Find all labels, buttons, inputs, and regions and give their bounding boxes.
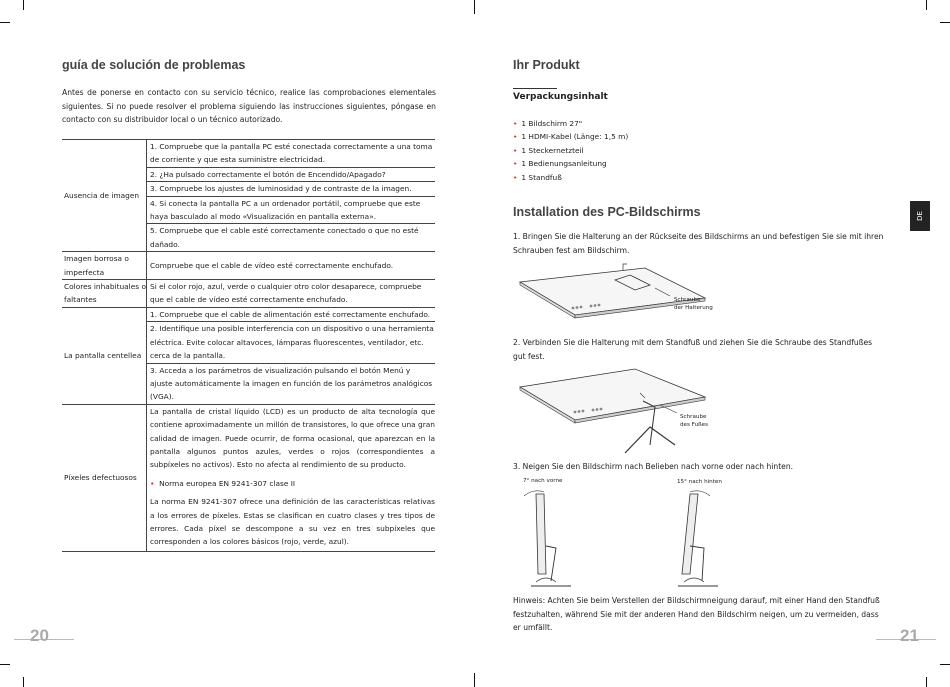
package-title: Verpackungsinhalt: [513, 92, 608, 102]
screw-label-1-line1: Schraube: [674, 297, 701, 303]
solution-cell: 1. Compruebe que la pantalla PC esté conectada correctamente a una toma de corriente y que esta suministre electricidad.: [147, 140, 436, 168]
crop-mark: [926, 677, 927, 687]
solution-cell: 4. Si conecta la pantalla PC a un ordenador portátil, compruebe que este haya basculado al modo «Visualización en pantalla externa».: [147, 196, 436, 224]
crop-mark: [940, 664, 950, 665]
screw-label-1: [674, 296, 713, 312]
crop-mark: [23, 0, 24, 10]
page-number: 21: [900, 626, 919, 645]
package-item: • 1 HDMI-Kabel (Länge: 1,5 m): [513, 130, 628, 143]
tilt-back-illustration: [668, 486, 728, 594]
language-tab-label: DE: [915, 211, 924, 221]
package-item: • 1 Steckernetzteil: [513, 144, 628, 157]
step-2: 2. Verbinden Sie die Halterung mit dem Standfuß und ziehen Sie die Schraube des Standfußes gut fest.: [513, 338, 873, 361]
pixel-bullet-text: Norma europea EN 9241-307 clase II: [159, 478, 296, 488]
problem-cell: Colores inhabituales o faltantes: [62, 280, 147, 308]
solution-cell: 3. Acceda a los parámetros de visualización pulsando el botón Menú y ajuste automáticamente la imagen en función de los parámetros analógicos (VGA).: [147, 363, 436, 404]
step-3: 3. Neigen Sie den Bildschirm nach Belieben nach vorne oder nach hinten.: [513, 462, 794, 471]
solution-cell: 1. Compruebe que el cable de alimentación esté correctamente enchufado.: [147, 307, 436, 321]
intro-paragraph: Antes de ponerse en contacto con su servicio técnico, realice las comprobaciones elementales siguientes. Si no puede resolver el problema siguiendo las instrucciones siguientes, póngase en contacto con su distribuidor local o un técnico autorizado.: [62, 88, 436, 125]
solution-cell: 3. Compruebe los ajustes de luminosidad y de contraste de la imagen.: [147, 182, 436, 196]
install-title: Installation des PC-Bildschirms: [513, 205, 701, 219]
package-item: • 1 Bildschirm 27": [513, 117, 628, 130]
pixel-text: La pantalla de cristal líquido (LCD) es un producto de alta tecnología que contiene aproximadamente un millón de transistores, lo que ofrece una gran calidad de imagen. Puede ocurrir, de forma ocasional, que aparezcan en la pantalla algunos puntos azules, verdes o rojos (correspondientes a subpíxeles no activos). Esto no afecta al rendimiento de su producto.: [150, 406, 435, 470]
problem-cell: La pantalla centellea: [62, 307, 147, 404]
monitor-back-illustration: [515, 260, 715, 330]
crop-mark: [474, 0, 475, 14]
solution-cell: 2. ¿Ha pulsado correctamente el botón de Encendido/Apagado?: [147, 167, 436, 181]
note: Hinweis: Achten Sie beim Verstellen der Bildschirmneigung darauf, mit einer Hand den Standfuß festzuhalten, während Sie mit der anderen Hand den Bildschirm neigen, um zu vermeiden, dass er umfällt.: [513, 596, 880, 633]
divider: [513, 88, 557, 89]
solution-cell: 2. Identifique una posible interferencia con un dispositivo o una herramienta eléctrica. Evite colocar altavoces, lámparas fluorescentes, ventilador, etc. cerca de la pantalla.: [147, 322, 436, 363]
crop-mark: [474, 673, 475, 687]
screw-label-2-line1: Schraube: [680, 414, 707, 420]
package-item: • 1 Standfuß: [513, 171, 628, 184]
screw-label-2: [680, 413, 708, 429]
crop-mark: [940, 22, 950, 23]
solution-cell: Si el color rojo, azul, verde o cualquier otro color desaparece, compruebe que el cable de vídeo esté correctamente enchufado.: [147, 280, 436, 308]
pixel-text-2: La norma EN 9241-307 ofrece una definición de las características relativas a los errores de píxeles. Estas se clasifican en cuatro clases y tres tipos de errores. Cada píxel se descompone a su vez en tres subpíxeles que corresponden a los colores básicos (rojo, verde, azul).: [150, 497, 435, 547]
problem-cell: Ausencia de imagen: [62, 140, 147, 252]
solution-cell: Compruebe que el cable de vídeo esté correctamente enchufado.: [147, 252, 436, 280]
page-number: 20: [30, 626, 49, 645]
section-title: Ihr Produkt: [513, 58, 580, 72]
crop-mark: [0, 664, 10, 665]
page-title: guía de solución de problemas: [62, 58, 246, 72]
package-item: • 1 Bedienungsanleitung: [513, 157, 628, 170]
crop-mark: [23, 677, 24, 687]
tilt-forward-label: 7° nach vorne: [523, 478, 563, 484]
package-list: [513, 117, 628, 184]
step-1: 1. Bringen Sie die Halterung an der Rückseite des Bildschirms an und befestigen Sie sie mit ihren Schrauben fest am Bildschirm.: [513, 232, 884, 255]
pixel-solution-cell: [147, 404, 436, 551]
screw-label-1-line2: der Halterung: [674, 305, 713, 311]
tilt-back-label: 15° nach hinten: [677, 479, 722, 485]
pixel-bullet: • Norma europea EN 9241-307 clase II: [150, 478, 296, 488]
screw-label-2-line2: des Fußes: [680, 422, 709, 428]
tilt-forward-illustration: [516, 486, 576, 594]
troubleshooting-table: [62, 139, 435, 552]
solution-cell: 5. Compruebe que el cable esté correctamente conectado o que no esté dañado.: [147, 224, 436, 252]
crop-mark: [0, 22, 10, 23]
problem-cell: Imagen borrosa o imperfecta: [62, 252, 147, 280]
problem-cell: Píxeles defectuosos: [62, 404, 147, 551]
language-tab: [910, 201, 930, 231]
crop-mark: [926, 0, 927, 10]
